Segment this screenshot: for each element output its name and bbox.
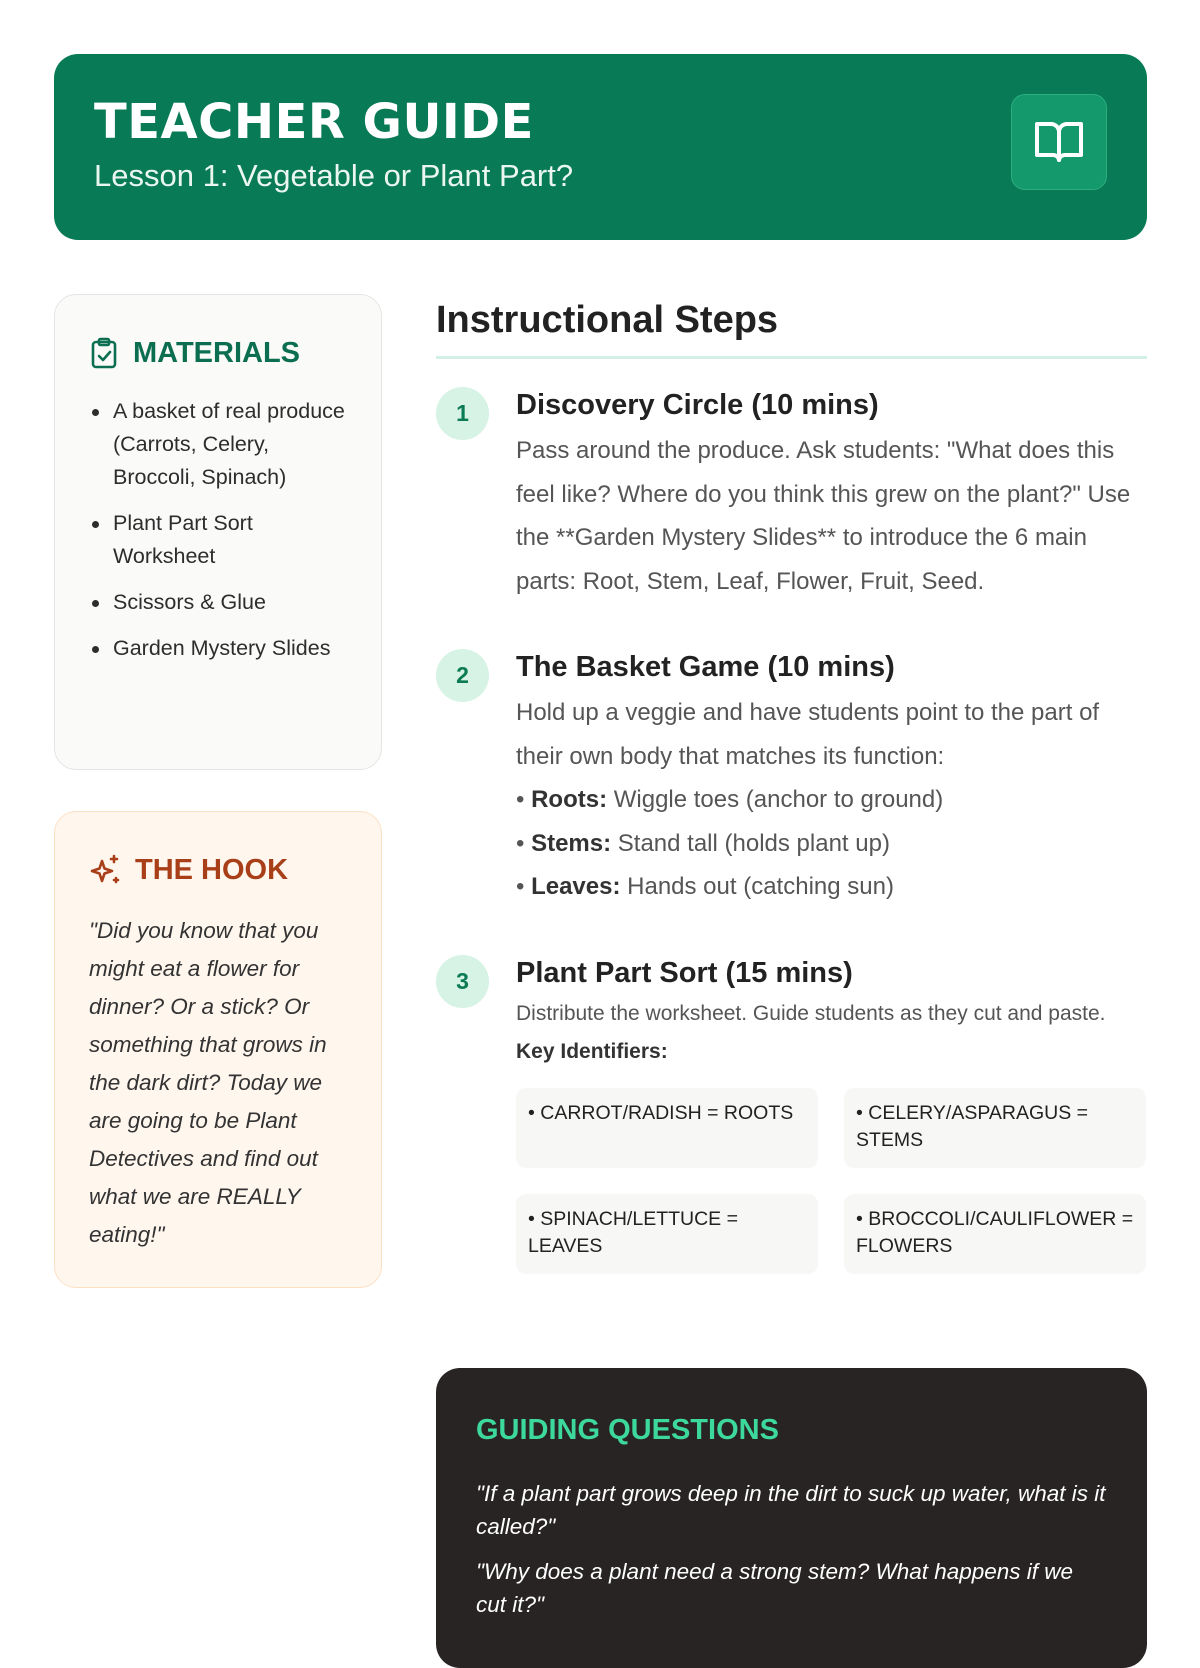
guiding-questions-panel [436, 1368, 1147, 1668]
list-item: Scissors & Glue [89, 586, 347, 619]
identifier-card: • BROCCOLI/CAULIFLOWER = FLOWERS [844, 1194, 1146, 1274]
identifier-card: • SPINACH/LETTUCE = LEAVES [516, 1194, 818, 1274]
key-identifiers-grid [516, 1088, 1147, 1274]
hook-card [54, 811, 382, 1288]
sparkles-icon [89, 854, 121, 886]
list-item: Plant Part Sort Worksheet [89, 507, 347, 573]
materials-card [54, 294, 382, 770]
bullet-text: Wiggle toes (anchor to ground) [613, 786, 944, 813]
step-title: Plant Part Sort (15 mins) [516, 956, 853, 989]
step-number-badge: 2 [436, 649, 489, 702]
step-body: Pass around the produce. Ask students: "What does this feel like? Where do you think this grew on the plant?" Use the **Garden Mystery Slides** to introduce the 6 main parts: Root, Stem, Leaf, Flower, Fruit, Seed. [516, 437, 1131, 595]
step-body [516, 995, 1147, 1072]
materials-heading [89, 335, 347, 371]
identifier-card: • CARROT/RADISH = ROOTS [516, 1088, 818, 1168]
step-3 [436, 953, 1147, 1274]
instructional-steps-section [436, 292, 1147, 1274]
bullet-item: • Stems: Stand tall (holds plant up) [516, 829, 890, 857]
guiding-questions-title: GUIDING QUESTIONS [476, 1414, 779, 1446]
materials-title: MATERIALS [133, 336, 301, 369]
lesson-subtitle: Lesson 1: Vegetable or Plant Part? [94, 158, 574, 193]
bullet-label: Leaves: [531, 873, 621, 900]
step-1 [436, 385, 1147, 603]
identifier-card: • CELERY/ASPARAGUS = STEMS [844, 1088, 1146, 1168]
list-item: A basket of real produce (Carrots, Celery, Broccoli, Spinach) [89, 395, 347, 494]
hook-heading [89, 852, 347, 888]
header-banner [54, 54, 1147, 240]
step-number-badge: 1 [436, 387, 489, 440]
section-title: Instructional Steps [436, 299, 779, 341]
book-button[interactable] [1011, 94, 1107, 190]
hook-title: THE HOOK [135, 853, 289, 886]
guiding-question: "Why does a plant need a strong stem? What happens if we cut it?" [476, 1559, 1074, 1617]
step-title: Discovery Circle (10 mins) [516, 389, 879, 421]
bullet-item: • Leaves: Hands out (catching sun) [516, 873, 894, 900]
step-title: The Basket Game (10 mins) [516, 651, 895, 683]
bullet-item: • Roots: Wiggle toes (anchor to ground) [516, 786, 944, 813]
materials-list [89, 395, 347, 665]
bullet-label: Stems: [531, 829, 612, 857]
clipboard-check-icon [89, 337, 119, 369]
book-open-icon [1034, 119, 1084, 165]
step-body-text: Distribute the worksheet. Guide students as they cut and paste. [516, 1001, 1106, 1025]
step-number-badge: 3 [436, 955, 489, 1008]
guiding-question: "If a plant part grows deep in the dirt to suck up water, what is it called?" [476, 1481, 1106, 1539]
bullet-text: Hands out (catching sun) [627, 873, 894, 900]
bullet-label: Roots: [531, 786, 608, 813]
section-divider [436, 356, 1147, 359]
page-title: TEACHER GUIDE [94, 94, 534, 150]
step-body-bold: Key Identifiers: [516, 1040, 668, 1063]
list-item: Garden Mystery Slides [89, 632, 347, 665]
step-body: Hold up a veggie and have students point to the part of their own body that matches its function: [516, 699, 1100, 770]
step-2 [436, 647, 1147, 909]
hook-quote: "Did you know that you might eat a flower for dinner? Or a stick? Or something that grows in the dark dirt? Today we are going to be Plant Detectives and find out what we are REALLY eating!" [89, 918, 327, 1247]
bullet-text: Stand tall (holds plant up) [617, 829, 890, 857]
